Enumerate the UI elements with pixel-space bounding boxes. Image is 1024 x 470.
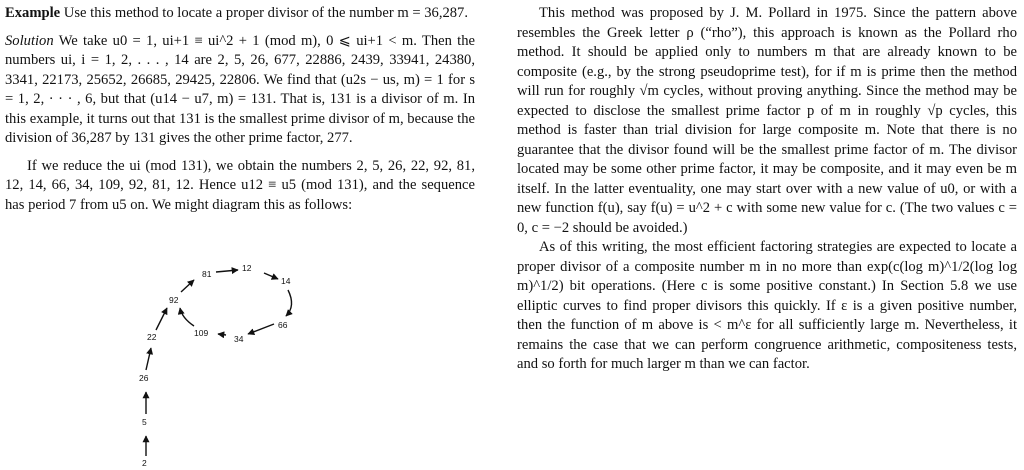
node-cycle-1: 92 — [169, 295, 179, 305]
reduce-paragraph: If we reduce the ui (mod 131), we obtain the numbers 2, 5, 26, 22, 92, 81, 12, 14, 66, 34, 109, 92, 81, 12. Hence u12 ≡ u5 (mod 131), and the sequence has period 7 from u5 on. We might diagram this as follows: — [5, 157, 475, 213]
node-tail-4: 22 — [147, 332, 157, 342]
solution-label: Solution — [5, 32, 54, 49]
pollard-paragraph: This method was proposed by J. M. Pollard in 1975. Since the pattern above resembles the Greek letter ρ (“rho”), this approach is known as the Pollard rho method. It should be applied only to numbers m that are already known to be composite (e.g., by the strong pseudoprime test), for if m is prime then the method will run for roughly √m cycles, without proving anything. Since the method may be expected to disclose the smallest prime factor p of m in roughly √p cycles, this method is faster than trial division for large composite m. Note that there is no guarantee that the divisor found will be the smallest prime factor of m. The divisor located may be some other prime factor, it may be composite, and it may even be m itself. In the latter eventuality, one may start over with a new value of u0, or with a new function f(u), say f(u) = u^2 + c with some new value for c. (The two values c = 0, c = −2 should be avoided.) — [517, 5, 1017, 236]
solution-text: We take u0 = 1, ui+1 ≡ ui^2 + 1 (mod m), 0 ⩽ ui+1 < m. Then the numbers ui, i = 1, 2, . . . , 14 are 2, 5, 26, 677, 22886, 2439, 33941, 24380, 3341, 22173, 25652, 26685, 29425, 22806. We find that (u2s − us, m) = 1 for s = 1, 2, · · · , 6, but that (u14 − u7, m) = 131. That is, 131 is a divisor of m. In this example, it turns out that 131 is the smallest prime divisor of m, because the division of 36,287 by 131 gives the other prime factor, 277. — [5, 32, 476, 146]
node-cycle-3: 12 — [242, 263, 252, 273]
node-cycle-4: 14 — [281, 276, 291, 286]
node-tail-1: 2 — [142, 458, 147, 468]
node-cycle-5: 66 — [278, 320, 288, 330]
node-cycle-7: 109 — [194, 328, 209, 338]
complexity-paragraph: As of this writing, the most efficient factoring strategies are expected to locate a proper divisor of a composite number m in no more than exp(c(log m)^1/2(log log m)^1/2) bit operations. (Here c is some positive constant.) In Section 5.8 we use elliptic curves to find proper divisors this quickly. If ε is a given positive number, then the function of m above is < m^ε for all sufficiently large m. Nevertheless, it remains the case that we can perform congruence arithmetic, compositeness tests, and so forth for much larger m than we can factor. — [517, 239, 1017, 372]
rho-diagram — [130, 258, 300, 470]
node-tail-3: 26 — [139, 373, 149, 383]
node-cycle-6: 34 — [234, 334, 244, 344]
solution-paragraph — [5, 32, 475, 149]
example-text: Use this method to locate a proper divisor of the number m = 36,287. — [63, 5, 469, 21]
example-label: Example — [5, 5, 61, 21]
example-paragraph — [5, 4, 475, 24]
right-column — [517, 4, 1017, 375]
node-tail-2: 5 — [142, 417, 147, 427]
node-cycle-2: 81 — [202, 269, 212, 279]
left-column — [5, 4, 475, 215]
